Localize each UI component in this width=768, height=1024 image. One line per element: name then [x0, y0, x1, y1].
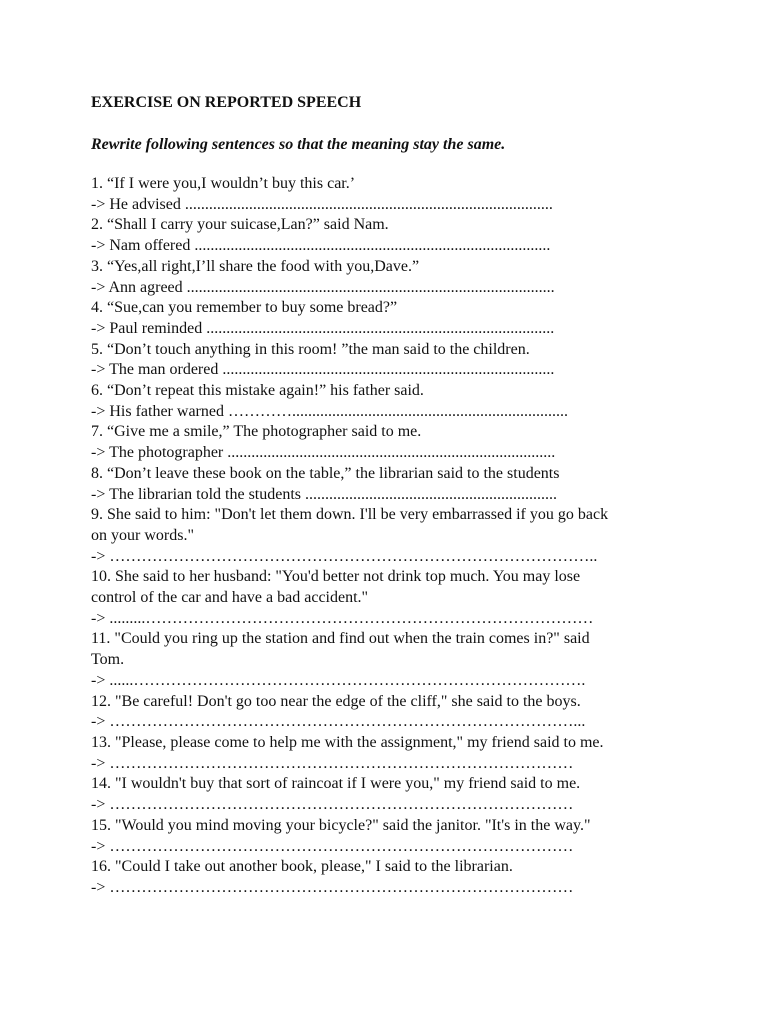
exercise-sentence: 7. “Give me a smile,” The photographer said to me.	[91, 423, 422, 441]
answer-line: -> Ann agreed ............................................................................................	[91, 278, 555, 296]
exercise-sentence: control of the car and have a bad accident."	[91, 589, 369, 607]
exercise-sentence: 4. “Sue,can you remember to buy some bread?”	[91, 299, 398, 317]
exercise-sentence: 16. "Could I take out another book, please," I said to the librarian.	[91, 858, 513, 876]
exercise-sentence: 12. "Be careful! Don't go too near the edge of the cliff," she said to the boys.	[91, 692, 581, 710]
exercise-sentence: 6. “Don’t repeat this mistake again!” his father said.	[91, 382, 424, 400]
exercise-title: EXERCISE ON REPORTED SPEECH	[91, 94, 362, 111]
exercise-sentence: on your words."	[91, 526, 194, 544]
answer-line: -> Paul reminded .......................................................................................	[91, 319, 555, 337]
exercise-sentence: 3. “Yes,all right,I’ll share the food with you,Dave.”	[91, 257, 420, 275]
answer-line: -> He advised ............................................................................................	[91, 195, 553, 213]
answer-line: -> .........…………………………………………………………………………	[91, 609, 594, 627]
answer-line: -> ......………………………………………………………………………….	[91, 671, 586, 689]
answer-line: -> ……………………………………………………………………………	[91, 878, 574, 896]
answer-line: -> The librarian told the students ...............................................................	[91, 485, 558, 503]
answer-line: -> Nam offered .........................................................................................	[91, 237, 551, 255]
exercise-sentence: 1. “If I were you,I wouldn’t buy this car.’	[91, 175, 356, 192]
answer-line: -> ………………………………………………………………………………..	[91, 547, 598, 565]
exercise-sentence: 8. “Don’t leave these book on the table,” the librarian said to the students	[91, 464, 560, 482]
worksheet-page	[91, 92, 691, 899]
answer-line: -> ……………………………………………………………………………...	[91, 713, 586, 731]
answer-line: -> ……………………………………………………………………………	[91, 837, 574, 855]
exercise-sentence: 15. "Would you mind moving your bicycle?" said the janitor. "It's in the way."	[91, 816, 591, 834]
exercise-sentence: 2. “Shall I carry your suicase,Lan?” said Nam.	[91, 216, 389, 234]
answer-line: -> His father warned ………….....................................................................	[91, 402, 568, 420]
exercise-sentence: 13. "Please, please come to help me with the assignment," my friend said to me.	[91, 733, 604, 751]
answer-line: -> ……………………………………………………………………………	[91, 796, 574, 814]
exercise-instruction: Rewrite following sentences so that the meaning stay the same.	[91, 136, 506, 153]
exercise-sentence: 14. "I wouldn't buy that sort of raincoat if I were you," my friend said to me.	[91, 775, 581, 793]
answer-line: -> ……………………………………………………………………………	[91, 754, 574, 772]
exercise-sentence: Tom.	[91, 651, 125, 669]
exercise-sentence: 5. “Don’t touch anything in this room! ”the man said to the children.	[91, 340, 530, 358]
exercise-sentence: 10. She said to her husband: "You'd better not drink top much. You may lose	[91, 568, 581, 586]
exercise-items	[91, 174, 691, 899]
answer-line: -> The man ordered ...................................................................................	[91, 361, 555, 379]
exercise-sentence: 9. She said to him: "Don't let them down. I'll be very embarrassed if you go back	[91, 506, 609, 524]
answer-line: -> The photographer ..................................................................................	[91, 444, 556, 462]
exercise-sentence: 11. "Could you ring up the station and find out when the train comes in?" said	[91, 630, 590, 648]
